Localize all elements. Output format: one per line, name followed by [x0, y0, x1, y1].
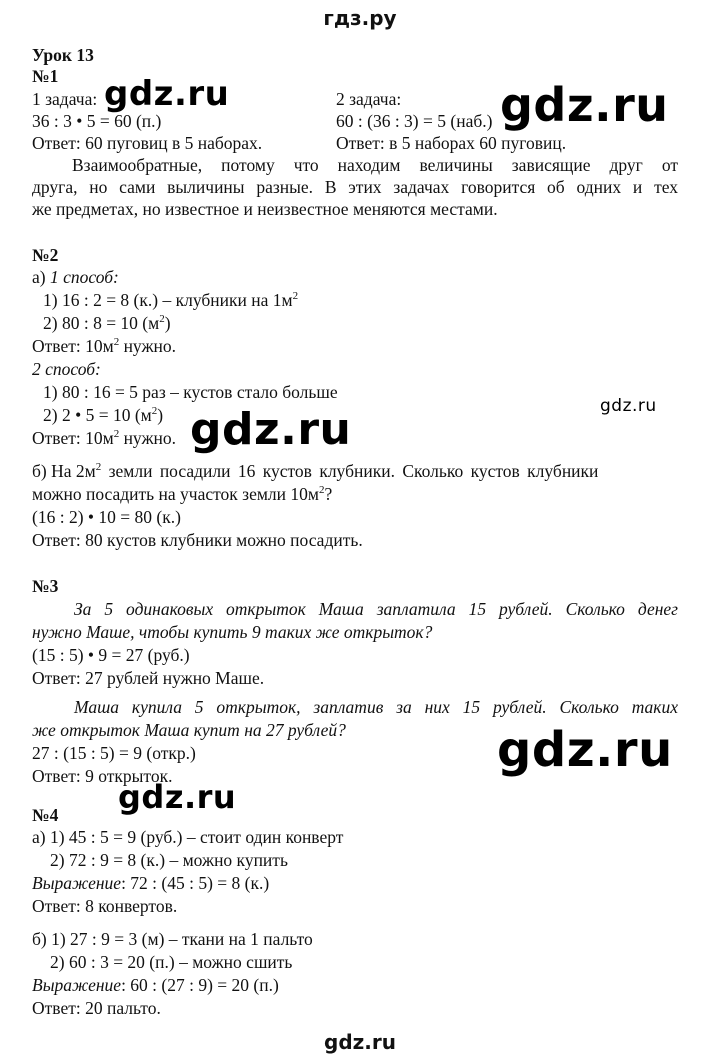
watermark: gdz.ru — [600, 396, 657, 416]
part-a-label: а) — [32, 267, 50, 287]
step-text-end: ) — [157, 405, 164, 425]
task-1-answer-1: Ответ: 60 пуговиц в 5 наборах. — [32, 133, 263, 153]
task-4b-expression — [32, 974, 279, 996]
step-text: 1) 16 : 2 = 8 (к.) – клубники на 1м — [43, 290, 293, 310]
superscript: 2 — [95, 461, 102, 474]
task-2a-answer-2 — [32, 427, 176, 449]
task-2b-answer: Ответ: 80 кустов клубники можно посадить. — [32, 530, 363, 550]
task-2a-method-2-step-2 — [43, 404, 163, 426]
task-1-paragraph-line-1: Взаимообратные, потому что находим величины зависящие друг от — [72, 155, 678, 175]
superscript: 2 — [159, 313, 165, 326]
question-text-end: ? — [324, 484, 333, 504]
task-3-problem-2-line-1: Маша купила 5 открыток, заплатив за них 15 рублей. Сколько таких — [74, 697, 678, 717]
task-1-equation-1: 36 : 3 • 5 = 60 (п.) — [32, 111, 162, 131]
task-2b-equation: (16 : 2) • 10 = 80 (к.) — [32, 507, 181, 527]
task-3-answer-1: Ответ: 27 рублей нужно Маше. — [32, 668, 265, 688]
task-3-problem-1-line-2: нужно Маше, чтобы купить 9 таких же открыток? — [32, 622, 433, 642]
task-3-problem-2-line-2: же открыток Маша купит на 27 рублей? — [32, 720, 346, 740]
task-1-answer-2: Ответ: в 5 наборах 60 пуговиц. — [336, 133, 567, 153]
lesson-title: Урок 13 — [32, 45, 94, 65]
task-3-problem-1-line-1: За 5 одинаковых открыток Маша заплатила 15 рублей. Сколько денег — [74, 599, 678, 619]
task-2b-question-line-1 — [32, 460, 678, 482]
answer-text-end: нужно. — [119, 428, 177, 448]
task-2a-step-1 — [43, 289, 298, 311]
task-4-number: №4 — [32, 805, 59, 825]
task-2a-step-2 — [43, 312, 171, 334]
expression-label: Выражение — [32, 873, 122, 893]
expression-label: Выражение — [32, 975, 122, 995]
superscript: 2 — [151, 405, 158, 418]
watermark: gdz.ru — [118, 778, 237, 816]
answer-text-end: нужно. — [119, 336, 177, 356]
watermark: gdz.ru — [500, 78, 669, 132]
step-text-end: ) — [164, 313, 171, 333]
watermark: gdz.ru — [104, 74, 230, 114]
method-1-label: 1 способ: — [49, 267, 119, 287]
step-text: 2) 2 • 5 = 10 (м — [43, 405, 152, 425]
task-4b-step-2: 2) 60 : 3 = 20 (п.) – можно сшить — [50, 952, 293, 972]
superscript: 2 — [113, 428, 120, 441]
superscript: 2 — [318, 484, 325, 497]
method-2-label: 2 способ: — [32, 359, 101, 379]
site-footer: gdz.ru — [324, 1030, 396, 1054]
task-1-number: №1 — [32, 66, 59, 86]
task-4a-expression — [32, 872, 269, 894]
superscript: 2 — [113, 336, 120, 349]
expression-text: : 60 : (27 : 9) = 20 (п.) — [121, 975, 279, 995]
task-3-answer-2: Ответ: 9 открыток. — [32, 766, 173, 786]
superscript: 2 — [292, 290, 299, 303]
question-text: б) На 2м — [32, 461, 96, 481]
watermark: gdz.ru — [497, 722, 673, 778]
answer-text: Ответ: 10м — [32, 428, 114, 448]
expression-text: : 72 : (45 : 5) = 8 (к.) — [121, 873, 270, 893]
site-header: гдз.ру — [323, 6, 397, 30]
task-1-paragraph-line-3: же предметах, но известное и неизвестное меняются местами. — [32, 199, 498, 219]
task-4a-step-2: 2) 72 : 9 = 8 (к.) – можно купить — [50, 850, 288, 870]
task-4b-answer: Ответ: 20 пальто. — [32, 998, 161, 1018]
answer-text: Ответ: 10м — [32, 336, 114, 356]
watermark: gdz.ru — [190, 404, 352, 455]
task-1-subtask-2-label: 2 задача: — [336, 89, 402, 109]
task-2-number: №2 — [32, 245, 59, 265]
task-3-equation-2: 27 : (15 : 5) = 9 (откр.) — [32, 743, 196, 763]
task-3-number: №3 — [32, 576, 59, 596]
task-2a-answer-1 — [32, 335, 176, 357]
task-4a-answer: Ответ: 8 конвертов. — [32, 896, 178, 916]
step-text: 2) 80 : 8 = 10 (м — [43, 313, 160, 333]
question-text-end: земли посадили 16 кустов клубники. Сколько кустов клубники — [101, 461, 599, 481]
task-2b-question-line-2 — [32, 483, 332, 505]
task-1-paragraph-line-2: друга, но сами выличины разные. В этих задачах говорится об одних и тех — [32, 177, 678, 197]
task-2a-heading — [32, 266, 119, 288]
question-text: можно посадить на участок земли 10м — [32, 484, 319, 504]
task-4b-step-1: б) 1) 27 : 9 = 3 (м) – ткани на 1 пальто — [32, 929, 313, 949]
task-1-equation-2: 60 : (36 : 3) = 5 (наб.) — [336, 111, 493, 131]
task-1-subtask-1-label: 1 задача: — [32, 89, 98, 109]
task-3-equation-1: (15 : 5) • 9 = 27 (руб.) — [32, 645, 190, 665]
task-4a-step-1: а) 1) 45 : 5 = 9 (руб.) – стоит один конверт — [32, 827, 344, 847]
task-2a-method-2-step-1: 1) 80 : 16 = 5 раз – кустов стало больше — [43, 382, 338, 402]
